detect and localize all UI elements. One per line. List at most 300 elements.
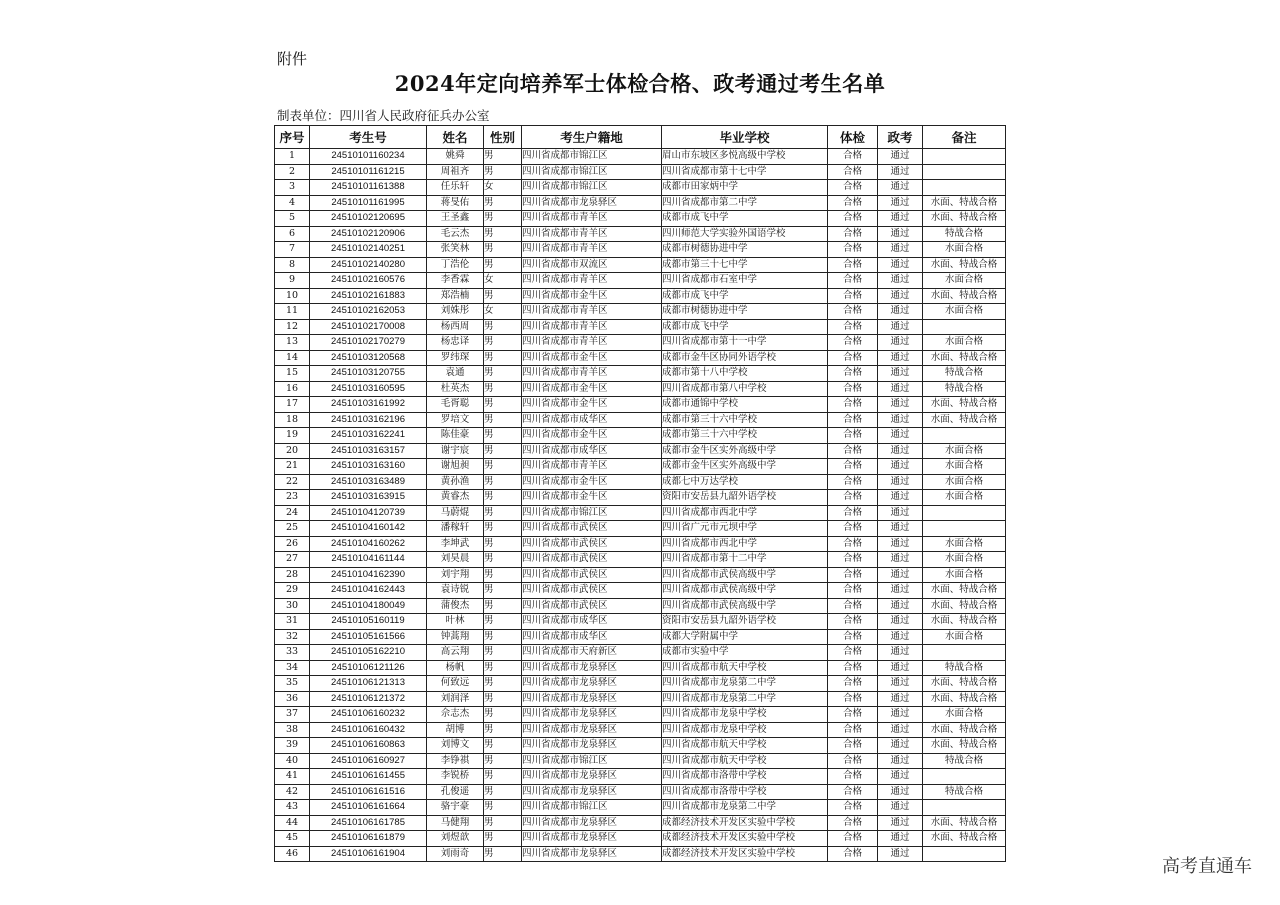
physical-result-cell: 合格 (828, 800, 878, 816)
remarks-cell: 特战合格 (923, 381, 1006, 397)
household-location-cell: 四川省成都市龙泉驿区 (522, 691, 662, 707)
col-header-gender: 性别 (484, 126, 522, 149)
political-result-cell: 通过 (878, 753, 923, 769)
remarks-cell: 水面合格 (923, 335, 1006, 351)
political-result-cell: 通过 (878, 722, 923, 738)
political-result-cell: 通过 (878, 629, 923, 645)
graduation-school-cell: 成都经济技术开发区实验中学校 (662, 846, 828, 862)
physical-result-cell: 合格 (828, 846, 878, 862)
graduation-school-cell: 四川师范大学实验外国语学校 (662, 226, 828, 242)
household-location-cell: 四川省成都市锦江区 (522, 164, 662, 180)
graduation-school-cell: 成都市金牛区实外高级中学 (662, 459, 828, 475)
remarks-cell: 水面、特战合格 (923, 831, 1006, 847)
remarks-cell (923, 521, 1006, 537)
political-result-cell: 通过 (878, 211, 923, 227)
remarks-cell (923, 800, 1006, 816)
gender-cell: 男 (484, 800, 522, 816)
table-row (275, 273, 1006, 289)
table-row (275, 536, 1006, 552)
graduation-school-cell: 四川省成都市石室中学 (662, 273, 828, 289)
remarks-cell: 水面、特战合格 (923, 722, 1006, 738)
household-location-cell: 四川省成都市金牛区 (522, 490, 662, 506)
physical-result-cell: 合格 (828, 211, 878, 227)
row-index-cell: 14 (275, 350, 310, 366)
household-location-cell: 四川省成都市锦江区 (522, 149, 662, 165)
physical-result-cell: 合格 (828, 164, 878, 180)
physical-result-cell: 合格 (828, 242, 878, 258)
exam-number-cell: 24510106160927 (310, 753, 427, 769)
political-result-cell: 通过 (878, 459, 923, 475)
table-row (275, 366, 1006, 382)
row-index-cell: 39 (275, 738, 310, 754)
graduation-school-cell: 成都市树德协进中学 (662, 242, 828, 258)
remarks-cell: 特战合格 (923, 660, 1006, 676)
remarks-cell: 水面、特战合格 (923, 614, 1006, 630)
physical-result-cell: 合格 (828, 552, 878, 568)
remarks-cell: 水面合格 (923, 552, 1006, 568)
candidate-name-cell: 罗纬琛 (427, 350, 484, 366)
candidate-name-cell: 叶林 (427, 614, 484, 630)
candidate-name-cell: 蒲俊杰 (427, 598, 484, 614)
graduation-school-cell: 四川省成都市西北中学 (662, 536, 828, 552)
household-location-cell: 四川省成都市青羊区 (522, 335, 662, 351)
candidate-name-cell: 谢旭昶 (427, 459, 484, 475)
physical-result-cell: 合格 (828, 614, 878, 630)
row-index-cell: 46 (275, 846, 310, 862)
table-row (275, 397, 1006, 413)
remarks-cell: 水面、特战合格 (923, 288, 1006, 304)
exam-number-cell: 24510104162390 (310, 567, 427, 583)
household-location-cell: 四川省成都市武侯区 (522, 567, 662, 583)
row-index-cell: 4 (275, 195, 310, 211)
candidate-name-cell: 马健翔 (427, 815, 484, 831)
remarks-cell: 水面合格 (923, 536, 1006, 552)
gender-cell: 男 (484, 753, 522, 769)
remarks-cell: 特战合格 (923, 366, 1006, 382)
exam-number-cell: 24510101161388 (310, 180, 427, 196)
gender-cell: 男 (484, 428, 522, 444)
graduation-school-cell: 四川省广元市元坝中学 (662, 521, 828, 537)
table-row (275, 381, 1006, 397)
attachment-label: 附件 (277, 50, 308, 68)
political-result-cell: 通过 (878, 567, 923, 583)
gender-cell: 男 (484, 831, 522, 847)
political-result-cell: 通过 (878, 350, 923, 366)
graduation-school-cell: 成都大学附属中学 (662, 629, 828, 645)
exam-number-cell: 24510106161785 (310, 815, 427, 831)
table-row (275, 474, 1006, 490)
household-location-cell: 四川省成都市龙泉驿区 (522, 784, 662, 800)
col-header-household: 考生户籍地 (522, 126, 662, 149)
exam-number-cell: 24510103162196 (310, 412, 427, 428)
gender-cell: 男 (484, 474, 522, 490)
physical-result-cell: 合格 (828, 583, 878, 599)
remarks-cell: 水面合格 (923, 273, 1006, 289)
gender-cell: 男 (484, 257, 522, 273)
candidate-name-cell: 黄孙渔 (427, 474, 484, 490)
household-location-cell: 四川省成都市金牛区 (522, 381, 662, 397)
political-result-cell: 通过 (878, 738, 923, 754)
remarks-cell: 水面、特战合格 (923, 412, 1006, 428)
candidate-name-cell: 高云翔 (427, 645, 484, 661)
candidate-name-cell: 刘昊晨 (427, 552, 484, 568)
table-row (275, 552, 1006, 568)
candidate-name-cell: 佘志杰 (427, 707, 484, 723)
row-index-cell: 11 (275, 304, 310, 320)
candidate-name-cell: 姚舜 (427, 149, 484, 165)
exam-number-cell: 24510106161879 (310, 831, 427, 847)
graduation-school-cell: 四川省成都市第十二中学 (662, 552, 828, 568)
graduation-school-cell: 四川省成都市航天中学校 (662, 738, 828, 754)
graduation-school-cell: 成都经济技术开发区实验中学校 (662, 815, 828, 831)
remarks-cell: 特战合格 (923, 784, 1006, 800)
table-row (275, 583, 1006, 599)
exam-number-cell: 24510102160576 (310, 273, 427, 289)
physical-result-cell: 合格 (828, 769, 878, 785)
physical-result-cell: 合格 (828, 459, 878, 475)
candidate-name-cell: 马蔚焜 (427, 505, 484, 521)
exam-number-cell: 24510102120906 (310, 226, 427, 242)
remarks-cell: 水面合格 (923, 707, 1006, 723)
remarks-cell: 特战合格 (923, 753, 1006, 769)
physical-result-cell: 合格 (828, 397, 878, 413)
physical-result-cell: 合格 (828, 831, 878, 847)
gender-cell: 女 (484, 273, 522, 289)
exam-number-cell: 24510101161995 (310, 195, 427, 211)
candidate-name-cell: 杨帆 (427, 660, 484, 676)
household-location-cell: 四川省成都市青羊区 (522, 242, 662, 258)
gender-cell: 男 (484, 242, 522, 258)
remarks-cell (923, 180, 1006, 196)
remarks-cell: 特战合格 (923, 226, 1006, 242)
gender-cell: 男 (484, 784, 522, 800)
graduation-school-cell: 成都市成飞中学 (662, 288, 828, 304)
exam-number-cell: 24510103163157 (310, 443, 427, 459)
political-result-cell: 通过 (878, 335, 923, 351)
physical-result-cell: 合格 (828, 722, 878, 738)
graduation-school-cell: 成都市树德协进中学 (662, 304, 828, 320)
exam-number-cell: 24510104160142 (310, 521, 427, 537)
remarks-cell (923, 769, 1006, 785)
row-index-cell: 41 (275, 769, 310, 785)
gender-cell: 男 (484, 614, 522, 630)
candidate-name-cell: 李铮祺 (427, 753, 484, 769)
remarks-cell (923, 428, 1006, 444)
gender-cell: 男 (484, 443, 522, 459)
graduation-school-cell: 四川省成都市第二中学 (662, 195, 828, 211)
table-row (275, 350, 1006, 366)
table-row (275, 195, 1006, 211)
graduation-school-cell: 资阳市安岳县九韶外语学校 (662, 614, 828, 630)
remarks-cell: 水面、特战合格 (923, 691, 1006, 707)
graduation-school-cell: 成都市第十八中学校 (662, 366, 828, 382)
row-index-cell: 2 (275, 164, 310, 180)
row-index-cell: 7 (275, 242, 310, 258)
candidate-name-cell: 袁诗锐 (427, 583, 484, 599)
candidate-name-cell: 刘煜歆 (427, 831, 484, 847)
household-location-cell: 四川省成都市金牛区 (522, 397, 662, 413)
row-index-cell: 19 (275, 428, 310, 444)
physical-result-cell: 合格 (828, 567, 878, 583)
household-location-cell: 四川省成都市龙泉驿区 (522, 831, 662, 847)
remarks-cell: 水面合格 (923, 490, 1006, 506)
table-row (275, 490, 1006, 506)
exam-number-cell: 24510102161883 (310, 288, 427, 304)
household-location-cell: 四川省成都市龙泉驿区 (522, 660, 662, 676)
row-index-cell: 43 (275, 800, 310, 816)
political-result-cell: 通过 (878, 846, 923, 862)
political-result-cell: 通过 (878, 149, 923, 165)
row-index-cell: 6 (275, 226, 310, 242)
table-row (275, 738, 1006, 754)
candidate-name-cell: 李锐桥 (427, 769, 484, 785)
graduation-school-cell: 成都经济技术开发区实验中学校 (662, 831, 828, 847)
gender-cell: 男 (484, 567, 522, 583)
exam-number-cell: 24510103161992 (310, 397, 427, 413)
table-row (275, 304, 1006, 320)
candidate-name-cell: 黄睿杰 (427, 490, 484, 506)
table-row (275, 226, 1006, 242)
row-index-cell: 10 (275, 288, 310, 304)
remarks-cell (923, 505, 1006, 521)
graduation-school-cell: 成都市第三十七中学 (662, 257, 828, 273)
household-location-cell: 四川省成都市龙泉驿区 (522, 722, 662, 738)
gender-cell: 男 (484, 319, 522, 335)
exam-number-cell: 24510105160119 (310, 614, 427, 630)
political-result-cell: 通过 (878, 676, 923, 692)
table-row (275, 598, 1006, 614)
gender-cell: 女 (484, 180, 522, 196)
exam-number-cell: 24510104162443 (310, 583, 427, 599)
physical-result-cell: 合格 (828, 288, 878, 304)
gender-cell: 男 (484, 583, 522, 599)
row-index-cell: 30 (275, 598, 310, 614)
table-row (275, 815, 1006, 831)
physical-result-cell: 合格 (828, 366, 878, 382)
gender-cell: 男 (484, 846, 522, 862)
physical-result-cell: 合格 (828, 319, 878, 335)
physical-result-cell: 合格 (828, 149, 878, 165)
remarks-cell: 水面、特战合格 (923, 598, 1006, 614)
gender-cell: 男 (484, 536, 522, 552)
exam-number-cell: 24510106160432 (310, 722, 427, 738)
political-result-cell: 通过 (878, 288, 923, 304)
exam-number-cell: 24510102140251 (310, 242, 427, 258)
exam-number-cell: 24510103160595 (310, 381, 427, 397)
remarks-cell: 水面、特战合格 (923, 350, 1006, 366)
household-location-cell: 四川省成都市龙泉驿区 (522, 769, 662, 785)
graduation-school-cell: 四川省成都市龙泉中学校 (662, 707, 828, 723)
household-location-cell: 四川省成都市武侯区 (522, 598, 662, 614)
gender-cell: 男 (484, 645, 522, 661)
candidate-name-cell: 郑浩楠 (427, 288, 484, 304)
graduation-school-cell: 四川省成都市洛带中学校 (662, 784, 828, 800)
physical-result-cell: 合格 (828, 490, 878, 506)
col-header-political: 政考 (878, 126, 923, 149)
table-row (275, 459, 1006, 475)
row-index-cell: 17 (275, 397, 310, 413)
gender-cell: 男 (484, 288, 522, 304)
table-row (275, 428, 1006, 444)
political-result-cell: 通过 (878, 273, 923, 289)
candidate-name-cell: 任乐轩 (427, 180, 484, 196)
col-header-remarks: 备注 (923, 126, 1006, 149)
political-result-cell: 通过 (878, 242, 923, 258)
candidate-name-cell: 刘姝彤 (427, 304, 484, 320)
political-result-cell: 通过 (878, 490, 923, 506)
remarks-cell: 水面合格 (923, 304, 1006, 320)
row-index-cell: 40 (275, 753, 310, 769)
gender-cell: 男 (484, 629, 522, 645)
household-location-cell: 四川省成都市龙泉驿区 (522, 846, 662, 862)
table-row (275, 505, 1006, 521)
gender-cell: 男 (484, 195, 522, 211)
gender-cell: 女 (484, 304, 522, 320)
physical-result-cell: 合格 (828, 195, 878, 211)
gender-cell: 男 (484, 335, 522, 351)
physical-result-cell: 合格 (828, 273, 878, 289)
table-row (275, 614, 1006, 630)
physical-result-cell: 合格 (828, 815, 878, 831)
political-result-cell: 通过 (878, 195, 923, 211)
gender-cell: 男 (484, 459, 522, 475)
graduation-school-cell: 成都市第三十六中学校 (662, 428, 828, 444)
exam-number-cell: 24510102140280 (310, 257, 427, 273)
col-header-school: 毕业学校 (662, 126, 828, 149)
political-result-cell: 通过 (878, 769, 923, 785)
candidate-name-cell: 骆宇豪 (427, 800, 484, 816)
graduation-school-cell: 四川省成都市武侯高级中学 (662, 583, 828, 599)
graduation-school-cell: 眉山市东坡区多悦高级中学校 (662, 149, 828, 165)
gender-cell: 男 (484, 815, 522, 831)
table-row (275, 707, 1006, 723)
gender-cell: 男 (484, 552, 522, 568)
remarks-cell: 水面合格 (923, 474, 1006, 490)
table-row (275, 769, 1006, 785)
table-row (275, 319, 1006, 335)
row-index-cell: 1 (275, 149, 310, 165)
physical-result-cell: 合格 (828, 753, 878, 769)
household-location-cell: 四川省成都市成华区 (522, 614, 662, 630)
graduation-school-cell: 四川省成都市武侯高级中学 (662, 598, 828, 614)
graduation-school-cell: 成都市第三十六中学校 (662, 412, 828, 428)
remarks-cell: 水面、特战合格 (923, 738, 1006, 754)
household-location-cell: 四川省成都市武侯区 (522, 583, 662, 599)
household-location-cell: 四川省成都市龙泉驿区 (522, 195, 662, 211)
exam-number-cell: 24510105162210 (310, 645, 427, 661)
graduation-school-cell: 成都市金牛区实外高级中学 (662, 443, 828, 459)
political-result-cell: 通过 (878, 397, 923, 413)
physical-result-cell: 合格 (828, 784, 878, 800)
candidate-name-cell: 何致远 (427, 676, 484, 692)
graduation-school-cell: 四川省成都市龙泉第二中学 (662, 691, 828, 707)
exam-number-cell: 24510104160262 (310, 536, 427, 552)
row-index-cell: 5 (275, 211, 310, 227)
row-index-cell: 34 (275, 660, 310, 676)
candidate-name-cell: 王圣鑫 (427, 211, 484, 227)
household-location-cell: 四川省成都市龙泉驿区 (522, 676, 662, 692)
candidate-name-cell: 刘润泽 (427, 691, 484, 707)
remarks-cell: 水面合格 (923, 459, 1006, 475)
exam-number-cell: 24510106161904 (310, 846, 427, 862)
graduation-school-cell: 四川省成都市武侯高级中学 (662, 567, 828, 583)
gender-cell: 男 (484, 366, 522, 382)
physical-result-cell: 合格 (828, 226, 878, 242)
table-row (275, 567, 1006, 583)
political-result-cell: 通过 (878, 164, 923, 180)
candidate-name-cell: 李香霖 (427, 273, 484, 289)
household-location-cell: 四川省成都市锦江区 (522, 180, 662, 196)
remarks-cell: 水面、特战合格 (923, 676, 1006, 692)
graduation-school-cell: 四川省成都市西北中学 (662, 505, 828, 521)
political-result-cell: 通过 (878, 815, 923, 831)
household-location-cell: 四川省成都市龙泉驿区 (522, 738, 662, 754)
row-index-cell: 24 (275, 505, 310, 521)
physical-result-cell: 合格 (828, 412, 878, 428)
exam-number-cell: 24510103162241 (310, 428, 427, 444)
candidate-name-cell: 周祖齐 (427, 164, 484, 180)
candidate-name-cell: 刘雨奇 (427, 846, 484, 862)
candidate-name-cell: 蒋旻佑 (427, 195, 484, 211)
physical-result-cell: 合格 (828, 629, 878, 645)
household-location-cell: 四川省成都市青羊区 (522, 211, 662, 227)
candidate-name-cell: 陈佳豪 (427, 428, 484, 444)
issuing-unit: 制表单位：四川省人民政府征兵办公室 (277, 108, 490, 123)
row-index-cell: 35 (275, 676, 310, 692)
household-location-cell: 四川省成都市龙泉驿区 (522, 707, 662, 723)
graduation-school-cell: 四川省成都市第十七中学 (662, 164, 828, 180)
gender-cell: 男 (484, 738, 522, 754)
political-result-cell: 通过 (878, 412, 923, 428)
household-location-cell: 四川省成都市武侯区 (522, 521, 662, 537)
remarks-cell (923, 149, 1006, 165)
exam-number-cell: 24510103163915 (310, 490, 427, 506)
gender-cell: 男 (484, 397, 522, 413)
physical-result-cell: 合格 (828, 505, 878, 521)
remarks-cell (923, 645, 1006, 661)
household-location-cell: 四川省成都市金牛区 (522, 288, 662, 304)
table-row (275, 443, 1006, 459)
remarks-cell: 水面、特战合格 (923, 195, 1006, 211)
candidate-name-cell: 李坤武 (427, 536, 484, 552)
remarks-cell: 水面、特战合格 (923, 397, 1006, 413)
remarks-cell (923, 846, 1006, 862)
political-result-cell: 通过 (878, 428, 923, 444)
physical-result-cell: 合格 (828, 381, 878, 397)
candidate-name-cell: 张笑林 (427, 242, 484, 258)
household-location-cell: 四川省成都市锦江区 (522, 800, 662, 816)
table-row (275, 521, 1006, 537)
graduation-school-cell: 四川省成都市航天中学校 (662, 660, 828, 676)
physical-result-cell: 合格 (828, 691, 878, 707)
table-row (275, 784, 1006, 800)
graduation-school-cell: 成都市通锦中学校 (662, 397, 828, 413)
gender-cell: 男 (484, 598, 522, 614)
gender-cell: 男 (484, 381, 522, 397)
candidate-name-cell: 罗培文 (427, 412, 484, 428)
physical-result-cell: 合格 (828, 660, 878, 676)
candidate-name-cell: 袁通 (427, 366, 484, 382)
row-index-cell: 8 (275, 257, 310, 273)
row-index-cell: 31 (275, 614, 310, 630)
remarks-cell (923, 164, 1006, 180)
row-index-cell: 15 (275, 366, 310, 382)
row-index-cell: 44 (275, 815, 310, 831)
political-result-cell: 通过 (878, 505, 923, 521)
graduation-school-cell: 四川省成都市洛带中学校 (662, 769, 828, 785)
gender-cell: 男 (484, 707, 522, 723)
political-result-cell: 通过 (878, 319, 923, 335)
